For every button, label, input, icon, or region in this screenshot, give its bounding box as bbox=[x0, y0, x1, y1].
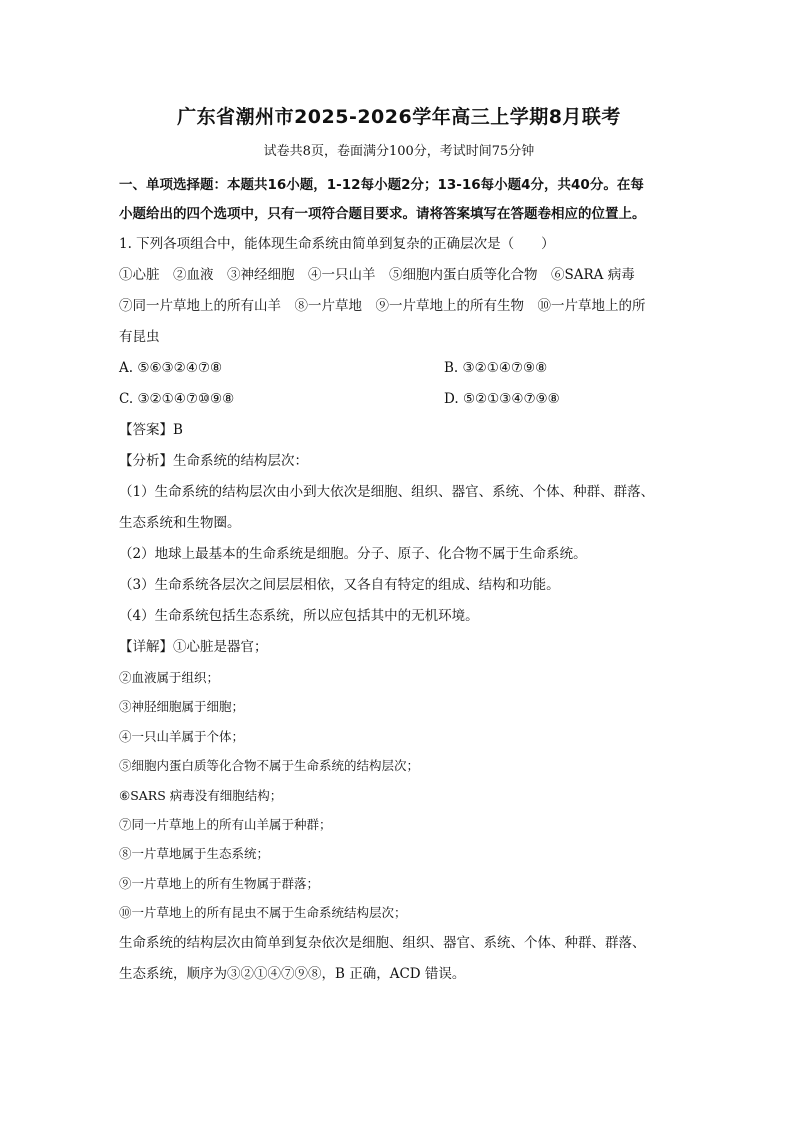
question-items-line-1: ①心脏 ②血液 ③神经细胞 ④一只山羊 ⑤细胞内蛋白质等化合物 ⑥SARA 病毒 bbox=[119, 267, 635, 283]
option-b-label: B. bbox=[444, 360, 459, 376]
option-c-label: C. bbox=[119, 391, 134, 407]
analysis-point-1-line-2: 生态系统和生物圈。 bbox=[119, 515, 241, 531]
document-title: 广东省潮州市2025-2026学年高三上学期8月联考 bbox=[177, 106, 621, 128]
answer-options bbox=[119, 353, 679, 415]
option-a-text: ⑤⑥③②④⑦⑧ bbox=[137, 360, 223, 376]
analysis-point-2: （2）地球上最基本的生命系统是细胞。分子、原子、化合物不属于生命系统。 bbox=[119, 546, 587, 562]
option-d-label: D. bbox=[444, 391, 459, 407]
document-page bbox=[119, 102, 679, 990]
analysis-label: 【分析】 bbox=[119, 453, 173, 469]
answer-label: 【答案】 bbox=[119, 422, 173, 438]
section-heading-line-2: 小题给出的四个选项中，只有一项符合题目要求。请将答案填写在答题卷相应的位置上。 bbox=[119, 206, 646, 222]
option-d-text: ⑤②①③④⑦⑨⑧ bbox=[462, 391, 560, 407]
section-heading-line-1: 一、单项选择题：本题共16小题，1-12每小题2分；13-16每小题4分，共40分。在每 bbox=[119, 177, 644, 193]
option-a[interactable] bbox=[119, 353, 444, 384]
analysis-intro-line bbox=[119, 446, 679, 477]
analysis-point-1-line-1: （1）生命系统的结构层次由小到大依次是细胞、组织、器官、系统、个体、种群、群落、 bbox=[119, 484, 655, 500]
detail-first-line bbox=[119, 632, 679, 663]
option-c-text: ③②①④⑦⑩⑨⑧ bbox=[137, 391, 235, 407]
question-1 bbox=[119, 229, 679, 415]
analysis-block bbox=[119, 446, 679, 632]
detail-first: ①心脏是器官； bbox=[173, 639, 268, 655]
section-instructions bbox=[119, 171, 679, 229]
detail-conclusion-line-1: 生命系统的结构层次由简单到复杂依次是细胞、组织、器官、系统、个体、种群、群落、 bbox=[119, 934, 646, 951]
answer-line bbox=[119, 415, 679, 446]
detail-line: ③神胫细胞属于细胞； bbox=[119, 699, 245, 715]
option-b-text: ③②①④⑦⑨⑧ bbox=[462, 360, 548, 376]
detail-line: ⑥SARS 病毒没有细胞结构； bbox=[119, 787, 283, 803]
option-b[interactable] bbox=[444, 353, 679, 384]
answer-value: B bbox=[173, 422, 183, 438]
detail-line: ⑨一片草地上的所有生物属于群落； bbox=[119, 875, 320, 891]
detail-line: ②血液属于组织； bbox=[119, 670, 220, 685]
detail-conclusion-line-2: 生态系统，顺序为③②①④⑦⑨⑧，B 正确，ACD 错误。 bbox=[119, 965, 466, 982]
detail-block bbox=[119, 632, 679, 990]
detail-line: ⑤细胞内蛋白质等化合物不属于生命系统的结构层次； bbox=[119, 758, 420, 774]
question-items-line-2: ⑦同一片草地上的所有山羊 ⑧一片草地 ⑨一片草地上的所有生物 ⑩一片草地上的所 bbox=[119, 298, 646, 314]
detail-label: 【详解】 bbox=[119, 639, 173, 655]
analysis-intro: 生命系统的结构层次： bbox=[173, 453, 308, 469]
detail-line: ⑧一片草地属于生态系统； bbox=[119, 846, 270, 862]
analysis-point-4: （4）生命系统包括生态系统，所以应包括其中的无机环境。 bbox=[119, 608, 479, 624]
question-items-line-3: 有昆虫 bbox=[119, 329, 160, 345]
detail-line: ④一只山羊属于个体； bbox=[119, 728, 245, 744]
analysis-point-3: （3）生命系统各层次之间层层相依，又各自有特定的组成、结构和功能。 bbox=[119, 577, 560, 593]
question-stem: 1. 下列各项组合中，能体现生命系统由简单到复杂的正确层次是（ ） bbox=[119, 236, 555, 252]
option-a-label: A. bbox=[119, 360, 134, 376]
option-d[interactable] bbox=[444, 384, 679, 415]
option-c[interactable] bbox=[119, 384, 444, 415]
exam-info: 试卷共8页，卷面满分100分，考试时间75分钟 bbox=[263, 144, 535, 159]
detail-line: ⑦同一片草地上的所有山羊属于种群； bbox=[119, 817, 332, 833]
detail-line: ⑩一片草地上的所有昆虫不属于生命系统结构层次； bbox=[119, 905, 407, 921]
